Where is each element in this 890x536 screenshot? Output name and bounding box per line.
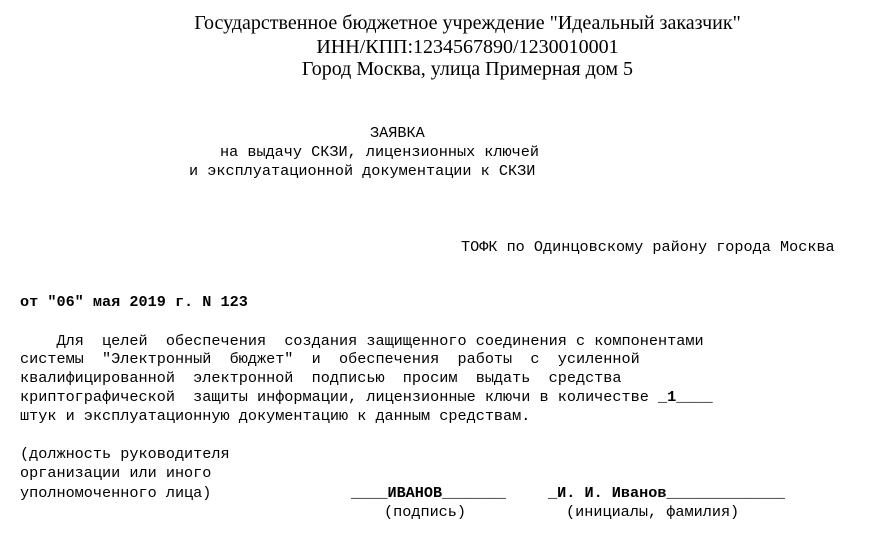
signature-field: ____ИВАНОВ_______	[351, 484, 506, 502]
organization-address: Город Москва, улица Примерная дом 5	[301, 58, 634, 80]
body-line-5: штук и эксплуатационную документацию к данным средствам.	[20, 407, 531, 425]
body-line-3: квалифицированной электронной подписью просим выдать средства	[20, 369, 622, 387]
position-label-line-3: уполномоченного лица)	[20, 484, 212, 502]
date-and-number: от "06" мая 2019 г. N 123	[20, 293, 248, 311]
inn-kpp: ИНН/КПП:1234567890/1230010001	[316, 36, 619, 58]
document-title: ЗАЯВКА	[370, 124, 425, 142]
addressee: ТОФК по Одинцовскому району города Москва	[461, 238, 835, 256]
body-line-1-text: Для целей обеспечения создания защищенного соединения с компонентами	[56, 332, 704, 350]
body-line-2: системы "Электронный бюджет" и обеспечения работы с усиленной	[20, 350, 640, 368]
position-label-line-2: организации или иного	[20, 464, 212, 482]
signature-caption: (подпись)	[384, 503, 467, 521]
position-label-line-1: (должность руководителя	[20, 445, 230, 463]
body-indent	[20, 332, 56, 350]
initials-caption: (инициалы, фамилия)	[566, 503, 740, 521]
body-line-4	[20, 388, 772, 406]
quantity-value: _1____	[658, 388, 713, 406]
document-subtitle-line-1: на выдачу СКЗИ, лицензионных ключей	[220, 143, 539, 161]
initials-field: _И. И. Иванов_____________	[548, 484, 785, 502]
organization-name: Государственное бюджетное учреждение "Идеальный заказчик"	[194, 12, 741, 34]
body-line-1	[20, 332, 772, 350]
body-line-4-text: криптографической защиты информации, лицензионные ключи в количестве	[20, 388, 649, 406]
document-subtitle-line-2: и эксплуатационной документации к СКЗИ	[189, 162, 536, 180]
